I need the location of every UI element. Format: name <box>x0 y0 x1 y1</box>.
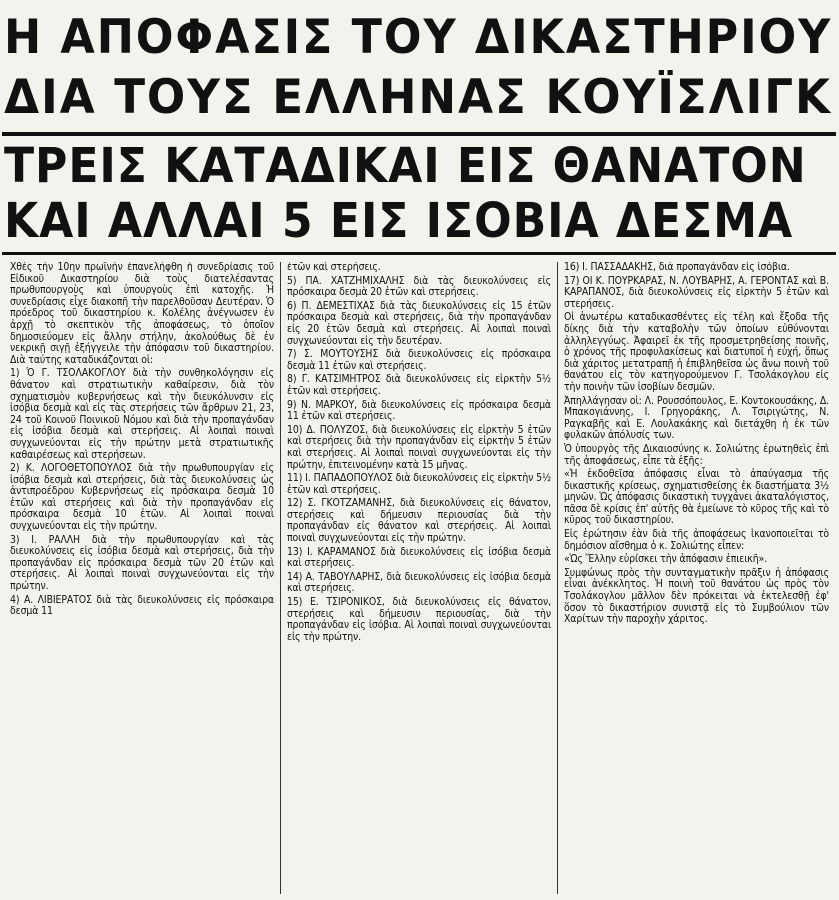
headline-line-1: Η ΑΠΟΦΑΣΙΣ ΤΟΥ ΔΙΚΑΣΤΗΡΙΟΥ <box>4 10 833 65</box>
column-2-paragraph: 13) Ι. ΚΑΡΑΜΑΝΟΣ διὰ διευκολύνσεις εἰς ἰσόβια δεσμὰ καὶ στερήσεις. <box>287 545 551 570</box>
headline-line-4: ΚΑΙ ΑΛΛΑΙ 5 ΕΙΣ ΙΣΟΒΙΑ ΔΕΣΜΑ <box>4 193 794 249</box>
column-3-paragraph: «Ἡ ἐκδοθεῖσα ἀπόφασις εἶναι τὸ ἀπαύγασμα τῆς δικαστικῆς κρίσεως, σχηματισθείσης ἐκ διαστήματα 3½ μηνῶν. Ὡς ἀπόφασις δικαστικὴ τυγχάνει ἀκαταλόγιστος, πᾶσα δὲ κρίσις ἐπ' αὐτῆς θὰ ἐμείωνε τὸ κῦρος τῆς καὶ τὸ κῦρος τοῦ δικαστηρίου. <box>564 468 829 527</box>
column-1-paragraph: Χθὲς τὴν 10ην πρωϊνὴν ἐπανελήφθη ἡ συνεδρίασις τοῦ Εἰδικοῦ Δικαστηρίου διὰ τοὺς διατελέσαντας πρωθυπουργοὺς καὶ ὑπουργοὺς ἐπὶ κατοχῆς. Ἡ συνεδρίασις εἶχε διακοπῆ τὴν παρελθοῦσαν Δευτέραν. Ὁ πρόεδρος τοῦ δικαστηρίου κ. Κολέλης ἀνέγνωσεν ἐν ἀρχῇ τὸ σκεπτικὸν τῆς ἀποφάσεως, τὸ ὁποῖον δημοσιεύομεν εἰς ἄλλην στήλην, ἀκολούθως δὲ ἐν νεκρικῇ σιγῇ ἐξήγγειλε τὴν ἀπόφασιν τοῦ δικαστηρίου. Διὰ ταύτης καταδικάζονται οἱ: <box>10 262 274 366</box>
headline-divider <box>2 132 836 136</box>
column-2-paragraph: 11) Ι. ΠΑΠΑΔΟΠΟΥΛΟΣ διὰ διευκολύνσεις εἰς εἱρκτὴν 5½ ἐτῶν καὶ στερήσεις. <box>287 472 551 496</box>
column-3-paragraph: Συμφώνως πρὸς τὴν συνταγματικὴν πρᾶξιν ἡ ἀπόφασις εἶναι ἀνέκκλητος. Ἡ ποινὴ τοῦ θανάτου ὡς πρὸς τὸν Τσολάκογλου μᾶλλον δὲν πρόκειται νὰ ἐκτελεσθῇ ἐφ' ὅσον τὸ δικαστήριον συνιστᾷ εἰς τὸ Συμβούλιον τῶν Χαρίτων τὴν παροχὴν χάριτος. <box>564 566 829 626</box>
article-column-3 <box>558 262 835 894</box>
column-2-paragraph: 15) Ε. ΤΣΙΡΟΝΙΚΟΣ, διὰ διευκολύνσεις εἰς θάνατον, στερήσεις καὶ δήμευσιν περιουσίας, διὰ τὴν προπαγάνδαν εἰς ἰσόβια. Αἱ λοιπαὶ ποιναὶ συγχωνεύονται εἰς τὴν πρώτην. <box>287 596 551 643</box>
column-1-paragraph: 2) Κ. ΛΟΓΟΘΕΤΟΠΟΥΛΟΣ διὰ τὴν πρωθυπουργίαν εἰς ἰσόβια δεσμὰ καὶ στερήσεις, διὰ τὰς διευκολύνσεις ὡς ἀντιπροέδρου Κυβερνήσεως εἰς πρόσκαιρα δεσμὰ 10 ἐτῶν καὶ στερήσεις καὶ διὰ τὴν προπαγάνδαν εἰς πρόσκαιρα δεσμὰ 10 ἐτῶν. Αἱ λοιπαὶ ποιναὶ συγχωνεύονται εἰς τὴν πρώτην. <box>10 462 274 533</box>
article-column-1 <box>4 262 281 894</box>
column-2-paragraph: 5) ΠΑ. ΧΑΤΖΗΜΙΧΑΛΗΣ διὰ τὰς διευκολύνσεις εἰς πρόσκαιρα δεσμὰ 20 ἐτῶν καὶ στερήσεις. <box>287 274 551 299</box>
column-2-paragraph: 12) Σ. ΓΚΟΤΖΑΜΑΝΗΣ, διὰ διευκολύνσεις εἰς θάνατον, στερήσεις καὶ δήμευσιν περιουσίας διὰ τὴν προπαγάνδαν εἰς θάνατον καὶ στερήσεις. Αἱ λοιπαὶ ποιναὶ συγχωνεύονται εἰς τὴν πρώτην. <box>287 497 551 545</box>
column-3-paragraph: Εἰς ἐρώτησιν ἐὰν διὰ τῆς ἀποφάσεως ἱκανοποιεῖται τὸ δημόσιον αἴσθημα ὁ κ. Σολιώτης εἶπεν: <box>564 528 829 552</box>
column-2-paragraph: 9) Ν. ΜΑΡΚΟΥ, διὰ διευκολύνσεις εἰς πρόσκαιρα δεσμὰ 11 ἐτῶν καὶ στερήσεις. <box>287 398 551 423</box>
column-3-paragraph: 17) ΟΙ Κ. ΠΟΥΡΚΑΡΑΣ, Ν. ΛΟΥΒΑΡΗΣ, Α. ΓΕΡΟΝΤΑΣ καὶ Β. ΚΑΡΑΠΑΝΟΣ, διὰ διευκολύνσεις εἰς εἱρκτὴν 5 ἐτῶν καὶ στερήσεις. <box>564 274 829 310</box>
column-2-paragraph: 10) Δ. ΠΟΛΥΖΟΣ, διὰ διευκολύνσεις εἰς εἱρκτὴν 5 ἐτῶν καὶ στερήσεις διὰ τὴν προπαγάνδαν εἰς εἱρκτὴν 5 ἐτῶν καὶ στερήσεις. Αἱ λοιπαὶ ποιναὶ συγχωνεύονται εἰς τὴν πρώτην, ἐπιτεινομένην κατὰ 15 μῆνας. <box>287 423 551 471</box>
column-3-paragraph: «Ὡς Ἕλλην εὑρίσκει τὴν ἀπόφασιν ἐπιεικῆ». <box>564 553 768 566</box>
column-2-paragraph: 14) Α. ΤΑΒΟΥΛΑΡΗΣ, διὰ διευκολύνσεις εἰς ἰσόβια δεσμὰ καὶ στερήσεις. <box>287 570 551 595</box>
column-2-paragraph: ἐτῶν καὶ στερήσεις. <box>287 262 381 273</box>
column-2-paragraph: 6) Π. ΔΕΜΕΣΤΙΧΑΣ διὰ τὰς διευκολύνσεις εἰς 15 ἐτῶν πρόσκαιρα δεσμὰ καὶ στερήσεις, διὰ τὴν προπαγάνδαν εἰς 20 ἐτῶν δεσμὰ καὶ στερήσεις. Αἱ λοιπαὶ ποιναὶ συγχωνεύονται εἰς τὴν δευτέραν. <box>287 299 551 347</box>
column-1-paragraph: 3) Ι. ΡΑΛΛΗ διὰ τὴν πρωθυπουργίαν καὶ τὰς διευκολύνσεις εἰς ἰσόβια δεσμὰ καὶ στερήσεις, διὰ τὴν προπαγάνδαν εἰς πρόσκαιρα δεσμὰ τῶν 20 ἐτῶν καὶ στερήσεις. Αἱ λοιπαὶ ποιναὶ συγχωνεύονται εἰς τὴν πρώτην. <box>10 533 274 593</box>
column-3-paragraph: Ὁ ὑπουργὸς τῆς Δικαιοσύνης κ. Σολιώτης ἐρωτηθεὶς ἐπὶ τῆς ἀποφάσεως, εἶπε τὰ ἑξῆς: <box>564 442 829 467</box>
column-3-paragraph: 16) Ι. ΠΑΣΣΑΔΑΚΗΣ, διὰ προπαγάνδαν εἰς ἰσόβια. <box>564 262 790 273</box>
article-body <box>4 262 836 894</box>
article-column-2 <box>281 262 558 894</box>
column-2-paragraph: 8) Γ. ΚΑΤΣΙΜΗΤΡΟΣ διὰ διευκολύνσεις εἰς εἱρκτὴν 5½ ἐτῶν καὶ στερήσεις. <box>287 373 551 397</box>
column-1-paragraph: 1) Ὁ Γ. ΤΣΟΛΑΚΟΓΛΟΥ διὰ τὴν συνθηκολόγησιν εἰς θάνατον καὶ στρατιωτικὴν καθαίρεσιν, διὰ τὸν σχηματισμὸν κυβερνήσεως καὶ τὴν διευκόλυνσιν εἰς ἰσόβια δεσμὰ καὶ εἰς τὰς στερήσεις τῶν ἄρθρων 21, 23, 24 τοῦ Κοινοῦ Ποινικοῦ Νόμου καὶ διὰ τὴν προπαγάνδαν εἰς ἰσόβια δεσμὰ καὶ στερήσεις. Αἱ λοιπαὶ ποιναὶ συγχωνεύονται εἰς τὴν πρώτην μετὰ στρατιωτικῆς καθαιρέσεως καὶ στερήσεων. <box>10 367 274 461</box>
headline-line-2: ΔΙΑ ΤΟΥΣ ΕΛΛΗΝΑΣ ΚΟΥΪΣΛΙΓΚ <box>4 70 832 125</box>
column-3-paragraph: Ἀπηλλάγησαν οἱ: Λ. Ρουσσόπουλος, Ε. Κοντοκουσάκης, Δ. Μπακογιάννης, Ι. Γρηγοράκης, Λ. Τσιριγώτης, Ν. Ραγκαβῆς καὶ Ε. Λουλακάκης καὶ διετάχθη ἡ ἐκ τῶν φυλακῶν ἀπόλυσίς των. <box>564 394 829 442</box>
column-1-paragraph: 4) Α. ΛΙΒΙΕΡΑΤΟΣ διὰ τὰς διευκολύνσεις εἰς πρόσκαιρα δεσμὰ 11 <box>10 593 274 618</box>
headline-line-3: ΤΡΕΙΣ ΚΑΤΑΔΙΚΑΙ ΕΙΣ ΘΑΝΑΤΟΝ <box>4 138 807 194</box>
body-divider <box>2 252 836 255</box>
column-3-paragraph: Οἱ ἀνωτέρω καταδικασθέντες εἰς τέλη καὶ ἔξοδα τῆς δίκης διὰ τὴν καταβολὴν τῶν ὁποίων εὐθύνονται ἀλληλεγγύως. Ἀφαιρεῖ ἐκ τῆς προσμετρηθείσης ποινῆς, ὁ χρόνος τῆς προφυλακίσεως καὶ διατυποῖ ἡ εὐχή, ὅπως διὰ χάριτος μετατραπῇ ἡ ἐπιβληθεῖσα ὡς ἄνω ποινὴ τοῦ θανάτου εἰς τὸν κατηγορούμενον Γ. Τσολάκογλου εἰς τὴν ποινὴν τῶν ἰσοβίων δεσμῶν. <box>564 311 829 393</box>
column-2-paragraph: 7) Σ. ΜΟΥΤΟΥΣΗΣ διὰ διευκολύνσεις εἰς πρόσκαιρα δεσμὰ 11 ἐτῶν καὶ στερήσεις. <box>287 348 551 372</box>
